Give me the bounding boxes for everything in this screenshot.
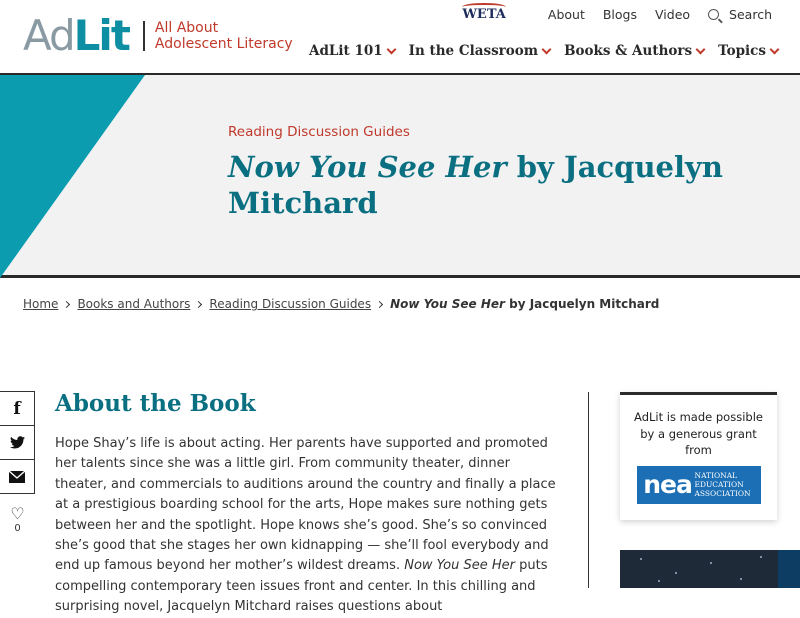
hero-category[interactable]: Reading Discussion Guides (228, 124, 410, 140)
tagline-line2: Adolescent Literacy (154, 36, 293, 52)
utility-nav (458, 5, 772, 24)
chevron-down-icon (542, 44, 552, 54)
chevron-down-icon (770, 44, 780, 54)
share-bar (0, 392, 35, 544)
tagline-line1: All About (154, 20, 219, 36)
nav-video[interactable]: Video (655, 7, 691, 22)
email-share-button[interactable] (0, 459, 35, 494)
nea-mark: nea (643, 470, 692, 499)
page-hero (0, 75, 800, 278)
nav-blogs[interactable]: Blogs (602, 7, 638, 22)
sponsor-text: AdLit is made possible by a generous grant from (634, 410, 763, 457)
like-button[interactable] (0, 494, 35, 544)
nav-adlit-101[interactable]: AdLit 101 (309, 43, 395, 59)
twitter-share-button[interactable] (0, 425, 35, 460)
logo-divider (143, 21, 145, 51)
breadcrumb-discussion-guides[interactable]: Reading Discussion Guides (209, 297, 372, 311)
nea-logo[interactable] (637, 466, 761, 504)
like-count: 0 (14, 523, 21, 534)
chevron-right-icon (195, 300, 202, 307)
site-logo[interactable] (23, 12, 293, 60)
nea-name: NATIONAL EDUCATION ASSOCIATION (694, 471, 751, 498)
nav-about[interactable]: About (547, 7, 585, 22)
sidebar-divider (588, 392, 589, 588)
section-heading: About the Book (55, 390, 256, 417)
twitter-icon (10, 436, 25, 449)
chevron-right-icon (63, 300, 70, 307)
site-header (0, 0, 800, 75)
main-nav (295, 43, 778, 59)
page-title: Now You See Her by Jacquelyn Mitchard (228, 150, 723, 220)
breadcrumb-current: Now You See Her by Jacquelyn Mitchard (390, 297, 660, 311)
breadcrumb-home[interactable]: Home (23, 297, 59, 311)
weta-logo[interactable]: WETA (458, 5, 510, 24)
nav-topics[interactable]: Topics (718, 43, 778, 59)
facebook-icon: f (13, 398, 21, 419)
article-body: Hope Shay’s life is about acting. Her parents have supported and promoted her talents since she was a little girl. From community theater, dinner theater, and commercials to auditions around the country and finally a place at a prestigious boarding school for the arts, Hope makes sure nothing gets between her and the spotlight. Hope knows she’s good. She’s so convinced she’s good that she stages her own kidnapping — she’ll fool everybody and end up famous beyond her mother’s wildest dreams. Now You See Her puts compelling contemporary teen issues front and center. In this chilling and surprising novel, Jacquelyn Mitchard raises questions about (55, 436, 556, 615)
nav-books-authors[interactable]: Books & Authors (564, 43, 704, 59)
logo-tagline (155, 20, 293, 52)
envelope-icon (9, 471, 25, 483)
chevron-right-icon (376, 300, 383, 307)
sponsor-card (620, 392, 777, 520)
breadcrumb (23, 297, 659, 311)
search-button[interactable] (708, 7, 772, 22)
search-label: Search (729, 7, 772, 22)
facebook-share-button[interactable] (0, 391, 35, 426)
chevron-down-icon (386, 44, 396, 54)
logo-wordmark: AdLit (23, 11, 129, 60)
promo-strip (778, 550, 800, 588)
search-icon (708, 9, 719, 20)
promo-image[interactable] (620, 550, 800, 588)
chevron-down-icon (696, 44, 706, 54)
breadcrumb-books-authors[interactable]: Books and Authors (77, 297, 191, 311)
nav-in-the-classroom[interactable]: In the Classroom (409, 43, 550, 59)
hero-accent-shape (0, 75, 145, 278)
heart-icon: ♡ (10, 504, 25, 523)
